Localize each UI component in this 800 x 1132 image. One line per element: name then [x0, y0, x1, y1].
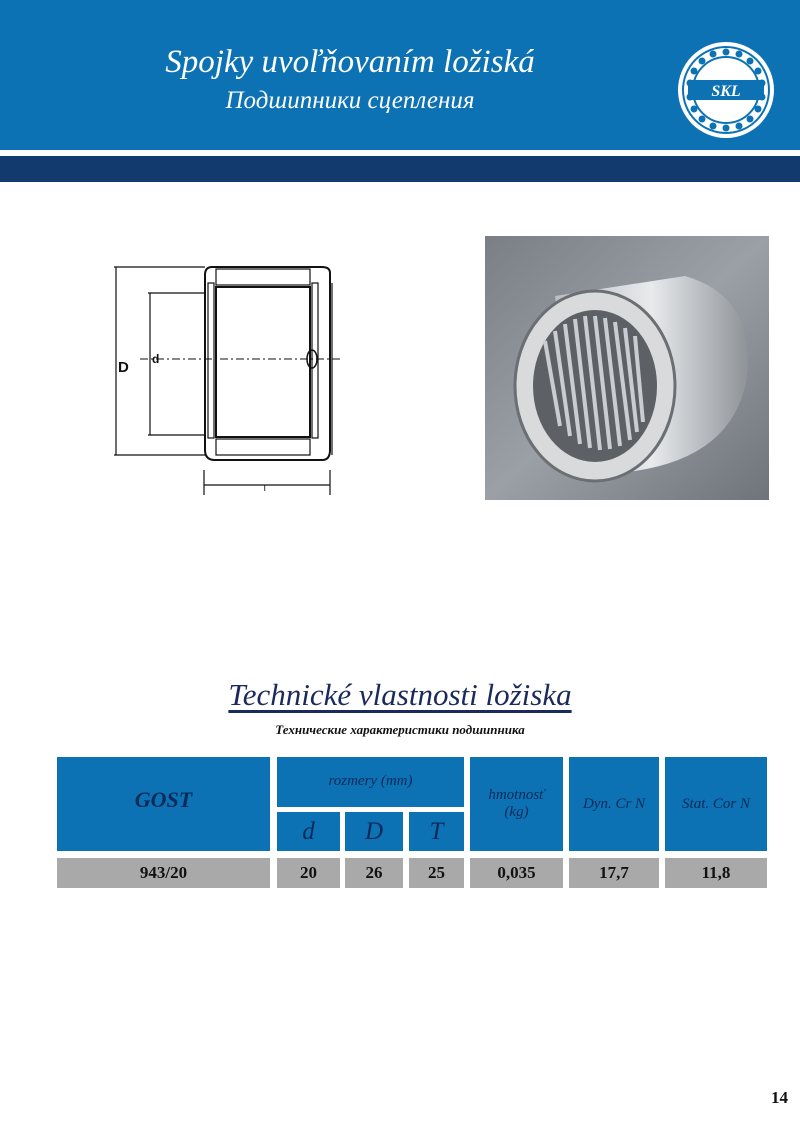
logo-text: SKL: [711, 83, 741, 100]
bearing-photo: [485, 236, 769, 500]
col-stat-header: [665, 757, 767, 851]
col-dyn-header: [569, 757, 659, 851]
col-weight-header: [470, 757, 563, 851]
col-T-label: T: [429, 817, 444, 845]
page-title: Spojky uvoľňovaním ložiská: [165, 44, 535, 80]
col-dyn-label: Dyn. Cr N: [582, 795, 646, 812]
col-gost-label: GOST: [134, 787, 193, 812]
skl-logo: [676, 40, 776, 140]
label-D: D: [118, 359, 129, 376]
cell-d: 20: [277, 858, 340, 888]
col-D-header: [345, 812, 403, 851]
col-weight-label-line1: hmotnosť: [488, 787, 545, 803]
label-T: T: [262, 483, 268, 493]
col-d-header: [277, 812, 340, 851]
page-number: 14: [771, 1088, 788, 1107]
section-title: Technické vlastnosti ložiska: [228, 677, 572, 712]
col-stat-label: Stat. Cor N: [682, 795, 750, 812]
cell-gost: 943/20: [57, 858, 270, 888]
cell-stat: 11,8: [665, 858, 767, 888]
col-gost-header: [57, 757, 270, 851]
cell-T: 25: [409, 858, 464, 888]
label-d: d: [152, 352, 160, 366]
col-weight-label-line2: (kg): [504, 804, 529, 820]
cell-dyn: 17,7: [569, 858, 659, 888]
col-D-label: D: [364, 817, 384, 845]
page-subtitle: Подшипники сцепления: [225, 87, 475, 114]
section-subtitle: Технические характеристики подшипника: [275, 722, 525, 737]
col-dimensions-label: rozmery (mm): [328, 773, 413, 789]
cell-D: 26: [345, 858, 403, 888]
header-navy-band: [0, 156, 800, 182]
cell-weight: 0,035: [470, 858, 563, 888]
bearing-drawing: [100, 255, 350, 500]
col-T-header: [409, 812, 464, 851]
col-dimensions-header: [277, 757, 464, 807]
col-d-label: d: [302, 817, 315, 845]
